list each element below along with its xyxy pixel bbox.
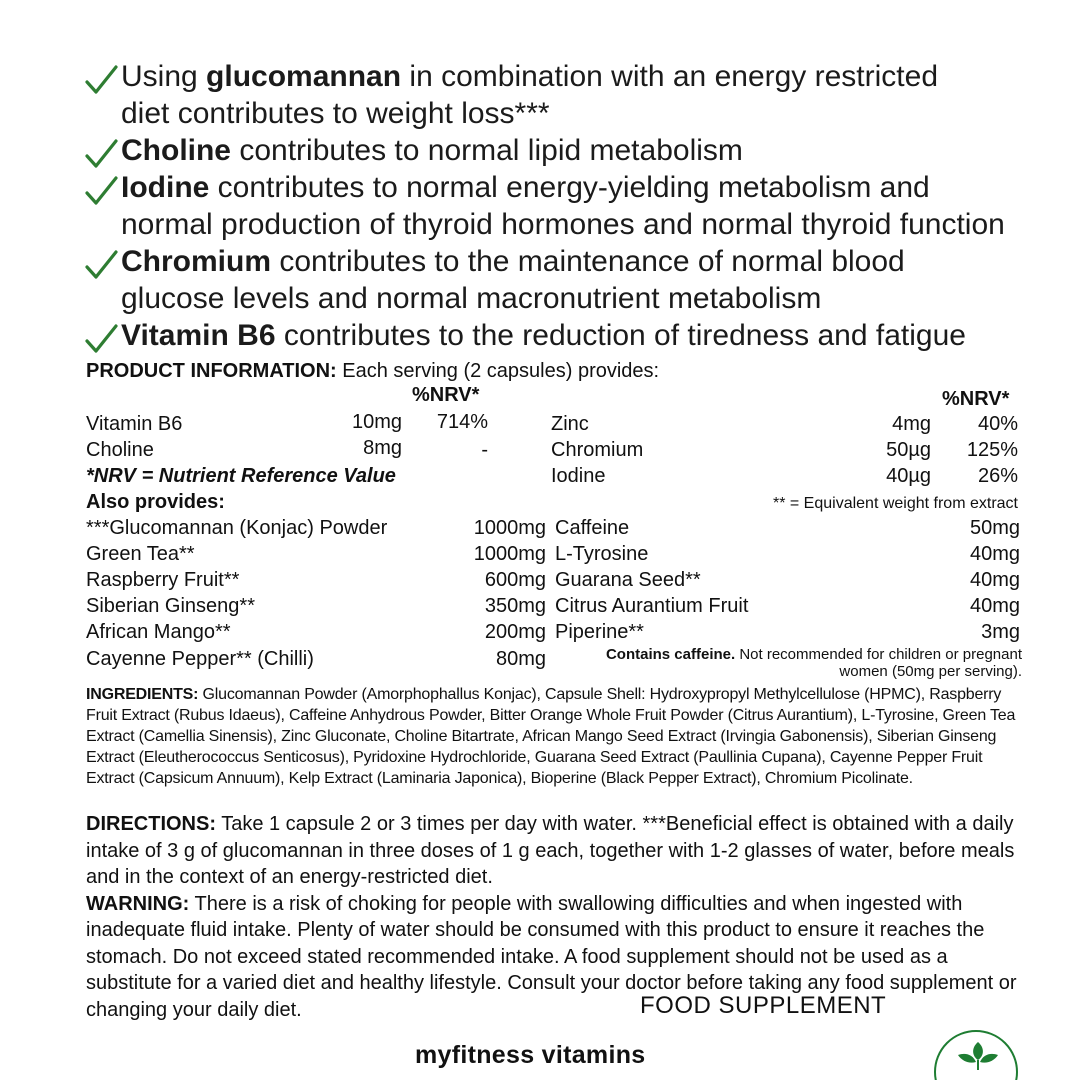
- ingredient-amount: 50mg: [969, 517, 1020, 539]
- claim-nutrient: Choline: [121, 134, 231, 167]
- warning-label: WARNING:: [86, 892, 190, 915]
- nutrient-amount: 10mg: [351, 411, 402, 433]
- claim-text: contributes to normal energy-yielding metabolism and: [209, 171, 930, 204]
- ingredient-name: Green Tea**: [86, 543, 195, 565]
- product-information: [86, 359, 659, 383]
- claim-text: in combination with an energy restricted: [401, 60, 939, 93]
- ingredient-amount: 1000mg: [473, 517, 546, 539]
- warning-text: There is a risk of choking for people with swallowing difficulties and when ingested with inadequate fluid intake. Plenty of water should be consumed with this product to ensure it reaches the stomach. Do not exceed stated recommended intake. A food supplement should not be used as a substitute for a varied diet and healthy lifestyle. Consult your doctor before taking any food supplement or changing your daily diet.: [86, 892, 1017, 1021]
- ingredients-paragraph: [86, 684, 1026, 789]
- claim-nutrient: glucomannan: [206, 60, 402, 93]
- product-info-label: PRODUCT INFORMATION:: [86, 360, 337, 382]
- claim-nutrient: Iodine: [121, 171, 210, 204]
- nrv-footnote: *NRV = Nutrient Reference Value: [86, 465, 396, 487]
- claim-iodine: [84, 169, 1044, 243]
- claim-line2: normal production of thyroid hormones and normal thyroid function: [121, 208, 1005, 241]
- equivalent-weight-note: ** = Equivalent weight from extract: [772, 495, 1018, 512]
- claims-list: [84, 58, 1044, 354]
- nrv-header-left: %NRV*: [412, 384, 480, 406]
- ingredient-amount: 40mg: [969, 595, 1020, 617]
- nutrient-name: Iodine: [551, 465, 606, 487]
- checkmark-icon: [84, 248, 118, 282]
- claim-line2: glucose levels and normal macronutrient metabolism: [121, 282, 822, 315]
- also-provides-heading: Also provides:: [86, 491, 225, 513]
- claim-glucomannan: [84, 58, 1044, 132]
- nrv-header-right: %NRV*: [942, 388, 1010, 410]
- nutrient-amount: 8mg: [363, 437, 402, 459]
- vegan-leaf-icon: [956, 1040, 1000, 1076]
- claim-nutrient: Chromium: [121, 245, 271, 278]
- ingredient-amount: 600mg: [484, 569, 546, 591]
- nutrient-name: Vitamin B6: [86, 413, 183, 435]
- ingredient-name: Caffeine: [555, 517, 630, 539]
- directions-text: Take 1 capsule 2 or 3 times per day with water. ***Beneficial effect is obtained with a daily intake of 3 g of glucomannan in three doses of 1 g each, together with 1-2 glasses of water, before meals and in the context of an energy-restricted diet.: [86, 813, 1015, 888]
- vegan-badge: [934, 1030, 1018, 1080]
- ingredient-name: Cayenne Pepper** (Chilli): [86, 648, 314, 670]
- nutrient-name: Zinc: [551, 413, 589, 435]
- food-supplement-label: FOOD SUPPLEMENT: [640, 992, 887, 1019]
- claim-pre: Using: [121, 60, 207, 93]
- checkmark-icon: [84, 322, 118, 356]
- claim-text: contributes to normal lipid metabolism: [231, 134, 743, 167]
- ingredients-label: INGREDIENTS:: [86, 686, 199, 703]
- nutrient-amount: 50µg: [886, 439, 931, 461]
- nutrient-amount: 40µg: [886, 465, 931, 487]
- ingredient-name: ***Glucomannan (Konjac) Powder: [86, 517, 388, 539]
- claim-choline: [84, 132, 1044, 169]
- nutrient-nrv: -: [481, 439, 488, 461]
- ingredient-amount: 200mg: [484, 621, 546, 643]
- claim-line2: diet contributes to weight loss***: [121, 97, 550, 130]
- brand-name: myfitness vitamins: [415, 1041, 646, 1069]
- claim-text: contributes to the reduction of tiredness and fatigue: [275, 319, 966, 352]
- ingredients-text: Glucomannan Powder (Amorphophallus Konjac), Capsule Shell: Hydroxypropyl Methylcellulose (HPMC), Raspberry Fruit Extract (Rubus Idaeus), Caffeine Anhydrous Powder, Bitter Orange Whole Fruit Powder (Citrus Aurantium), L-Tyrosine, Green Tea Extract (Camellia Sinensis), Zinc Gluconate, Choline Bitartrate, African Mango Seed Extract (Irvingia Gabonensis), Siberian Ginseng Extract (Eleutherococcus Senticosus), Pyridoxine Hydrochloride, Guarana Seed Extract (Paullinia Cupana), Cayenne Pepper Fruit Extract (Capsicum Annuum), Kelp Extract (Laminaria Japonica), Bioperine (Black Pepper Extract), Chromium Picolinate.: [86, 686, 1016, 787]
- ingredient-name: Siberian Ginseng**: [86, 595, 255, 617]
- nutrient-nrv: 125%: [966, 439, 1018, 461]
- claim-nutrient: Vitamin B6: [121, 319, 276, 352]
- ingredient-amount: 40mg: [969, 569, 1020, 591]
- nutrient-nrv: 714%: [436, 411, 488, 433]
- directions-label: DIRECTIONS:: [86, 813, 216, 835]
- nutrient-name: Chromium: [551, 439, 644, 461]
- claim-vitamin-b6: [84, 317, 1044, 354]
- nutrient-nrv: 26%: [977, 465, 1018, 487]
- ingredient-name: Citrus Aurantium Fruit: [555, 595, 749, 617]
- ingredient-name: L-Tyrosine: [555, 543, 649, 565]
- nutrient-amount: 4mg: [892, 413, 931, 435]
- caffeine-warning: [582, 646, 1022, 680]
- ingredient-name: Guarana Seed**: [555, 569, 701, 591]
- claim-text: contributes to the maintenance of normal blood: [271, 245, 905, 278]
- checkmark-icon: [84, 63, 118, 97]
- claim-chromium: [84, 243, 1044, 317]
- nutrient-nrv: 40%: [977, 413, 1018, 435]
- ingredient-name: Raspberry Fruit**: [86, 569, 240, 591]
- ingredient-amount: 350mg: [484, 595, 546, 617]
- ingredient-amount: 40mg: [969, 543, 1020, 565]
- caffeine-warning-text: Not recommended for children or pregnant women (50mg per serving).: [735, 646, 1022, 680]
- caffeine-warning-label: Contains caffeine.: [605, 646, 736, 663]
- checkmark-icon: [84, 174, 118, 208]
- nutrient-name: Choline: [86, 439, 154, 461]
- ingredient-amount: 1000mg: [473, 543, 546, 565]
- product-info-text: Each serving (2 capsules) provides:: [336, 360, 660, 382]
- ingredient-name: Piperine**: [555, 621, 644, 643]
- ingredient-amount: 80mg: [495, 648, 546, 670]
- ingredient-amount: 3mg: [981, 621, 1020, 643]
- checkmark-icon: [84, 137, 118, 171]
- ingredient-name: African Mango**: [86, 621, 231, 643]
